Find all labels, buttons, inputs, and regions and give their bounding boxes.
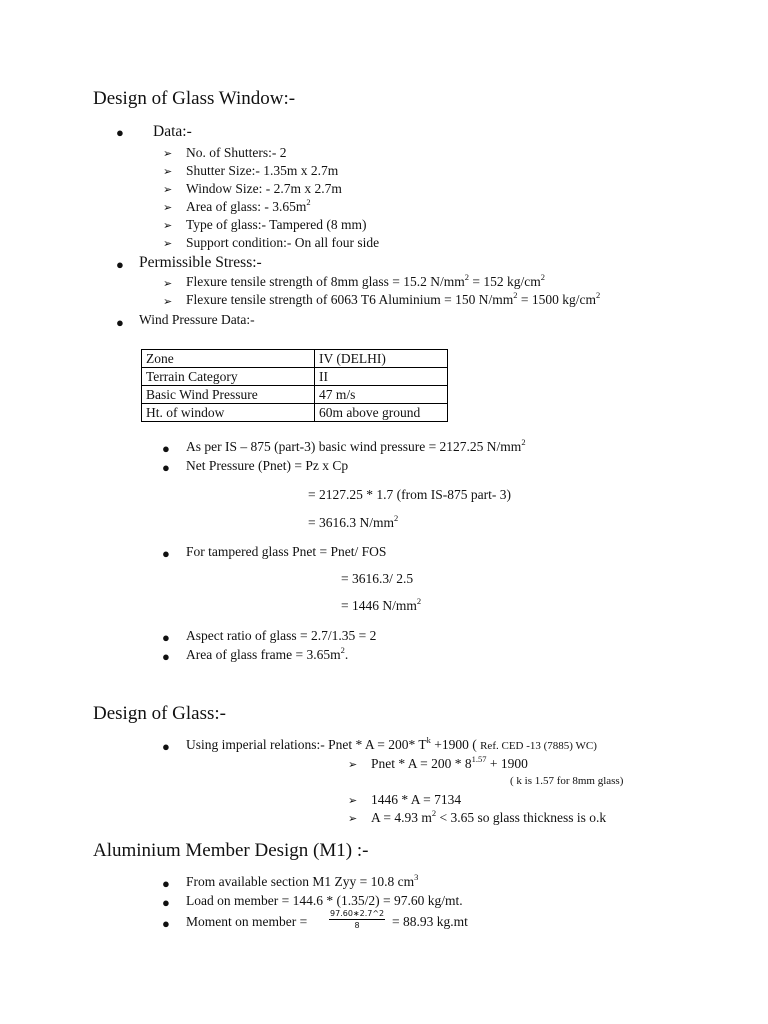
heading-aluminium-member-design: Aluminium Member Design (M1) :- [93,840,369,861]
equation-line: = 3616.3/ 2.5 [341,571,414,586]
arrow-bullet-icon: ➢ [163,166,173,178]
data-item-shutters: No. of Shutters:- 2 [186,145,287,160]
is875-line: As per IS – 875 (part-3) basic wind pressure = 2127.25 $N/mm^2$ [186,437,526,454]
arrow-bullet-icon: ➢ [163,220,173,232]
section-line: From available section M1 Zyy = 10.8 $cm^3$ [186,872,419,889]
table-cell: Ht. of window [142,404,315,422]
pnet-equation-line: Pnet * $A = 200 * 8^{1.57} + 1900$ [371,754,528,771]
arrow-bullet-icon: ➢ [163,278,173,290]
data-label: Data:- [153,123,192,140]
imperial-relations-line: Using imperial relations:- Pnet * A = 200* $T^k +1900$ ( Ref. CED -13 (7885) WC) [186,735,597,752]
arrow-bullet-icon: ➢ [348,795,358,807]
arrow-bullet-icon: ➢ [163,184,173,196]
arrow-bullet-icon: ➢ [163,238,173,250]
table-cell: IV (DELHI) [315,350,448,368]
table-cell: 47 m/s [315,386,448,404]
heading-design-glass: Design of Glass:- [93,703,226,724]
arrow-bullet-icon: ➢ [348,759,358,771]
glass-result-line: A = 4.93 $m^2 < 3.65$ so glass thickness is o.k [371,808,607,825]
tampered-glass-line: For tampered glass Pnet = Pnet/ FOS [186,544,387,559]
equation-line: = 2127.25 * 1.7 (from IS-875 part- 3) [308,487,511,502]
moment-line-result: = 88.93 kg.mt [392,914,468,929]
table-cell: Zone [142,350,315,368]
moment-line-label: Moment on member = [186,914,308,929]
table-row [142,350,448,368]
table-row [142,404,448,422]
aspect-ratio-line: Aspect ratio of glass = 2.7/1.35 = 2 [186,628,377,643]
table-row [142,386,448,404]
bullet-icon: ● [162,649,170,664]
bullet-icon: ● [162,441,170,456]
area-equation-line: 1446 * A = 7134 [371,792,462,807]
equation-line: = 3616.3 $N/mm^2$ [308,513,399,530]
table-cell: 60m above ground [315,404,448,422]
arrow-bullet-icon: ➢ [163,202,173,214]
arrow-bullet-icon: ➢ [163,296,173,308]
moment-fraction [329,909,385,930]
bullet-icon: ● [162,460,170,475]
permissible-stress-label: Permissible Stress:- [139,254,262,271]
bullet-icon: ● [116,315,124,330]
bullet-icon: ● [162,546,170,561]
bullet-icon: ● [162,876,170,891]
heading-design-glass-window: Design of Glass Window:- [93,88,296,109]
bullet-icon: ● [116,125,124,140]
load-line: Load on member = 144.6 * (1.35/2) = 97.60 kg/mt. [186,893,463,908]
bullet-icon: ● [162,895,170,910]
wind-pressure-table [141,349,448,422]
wind-pressure-label: Wind Pressure Data:- [139,312,255,327]
table-cell: II [315,368,448,386]
area-frame-line: Area of glass frame = $3.65m^2$. [186,645,349,662]
bullet-icon: ● [162,916,170,931]
data-item-type-glass: Type of glass:- Tampered (8 mm) [186,217,367,232]
permissible-item-glass: Flexure tensile strength of 8mm glass = 15.2 $N/mm^2 = 152$ $kg/cm^2$ [186,272,545,289]
equation-line: = 1446 $N/mm^2$ [341,596,422,613]
permissible-item-aluminium: Flexure tensile strength of 6063 T6 Aluminium = 150 $N/mm^2 = 1500$ $kg/cm^2$ [186,290,601,307]
arrow-bullet-icon: ➢ [163,148,173,160]
net-pressure-line: Net Pressure (Pnet) = Pz x Cp [186,458,349,473]
table-cell: Terrain Category [142,368,315,386]
bullet-icon: ● [162,630,170,645]
table-cell: Basic Wind Pressure [142,386,315,404]
fraction-numerator: 97.60∗2.7^2 [330,909,385,918]
k-note: ( k is 1.57 for 8mm glass) [510,775,624,787]
table-row [142,368,448,386]
data-item-window-size: Window Size: - 2.7m x 2.7m [186,181,342,196]
bullet-icon: ● [116,257,124,272]
data-item-support: Support condition:- On all four side [186,235,380,250]
arrow-bullet-icon: ➢ [348,813,358,825]
fraction-denominator: 8 [354,921,360,930]
data-item-shutter-size: Shutter Size:- 1.35m x 2.7m [186,163,339,178]
bullet-icon: ● [162,739,170,754]
data-item-area-glass: Area of glass: - $3.65m^2$ [186,197,311,214]
